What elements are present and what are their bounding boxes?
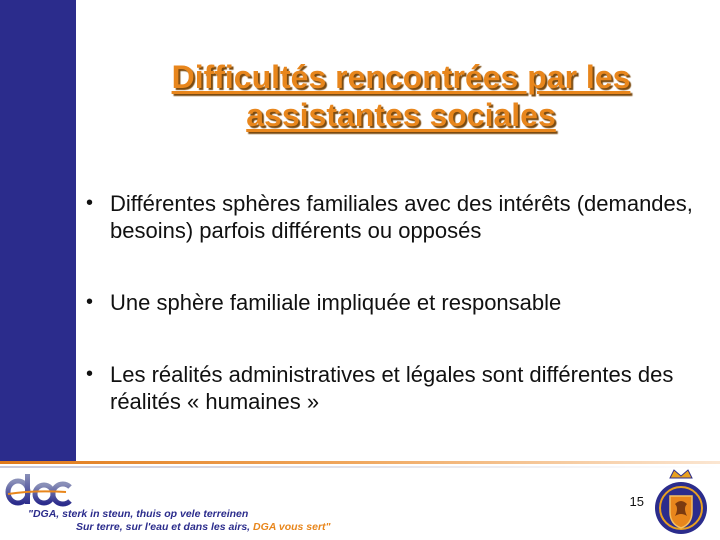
slide-title: Difficultés rencontrées par les assistantes sociales (171, 59, 631, 133)
footer-divider-secondary (0, 466, 720, 468)
footer-divider (0, 461, 720, 464)
slogan-line-2-accent: DGA vous sert" (253, 521, 331, 533)
bullet-item (84, 190, 694, 244)
footer-slogan (28, 508, 388, 534)
bullet-text: Différentes sphères familiales avec des intérêts (demandes, besoins) parfois différents ou opposés (110, 191, 693, 243)
bullet-item (84, 289, 694, 316)
bullet-text: Les réalités administratives et légales sont différentes des réalités « humaines » (110, 362, 674, 414)
left-accent-bar (0, 0, 76, 462)
crest-seal-icon (652, 468, 710, 538)
slogan-line-1: "DGA, sterk in steun, thuis op vele terreinen (28, 508, 249, 520)
slogan-line-2 (28, 521, 388, 534)
slogan-line-2-main: Sur terre, sur l'eau et dans les airs, (76, 521, 253, 533)
page-number: 15 (629, 494, 644, 509)
bullet-marker: • (86, 192, 94, 214)
bullet-marker: • (86, 363, 94, 385)
bullet-text: Une sphère familiale impliquée et responsable (110, 290, 562, 315)
bullet-item (84, 361, 694, 415)
dga-logo-icon (4, 470, 76, 510)
bullet-marker: • (86, 291, 94, 313)
bullet-list (84, 190, 694, 415)
